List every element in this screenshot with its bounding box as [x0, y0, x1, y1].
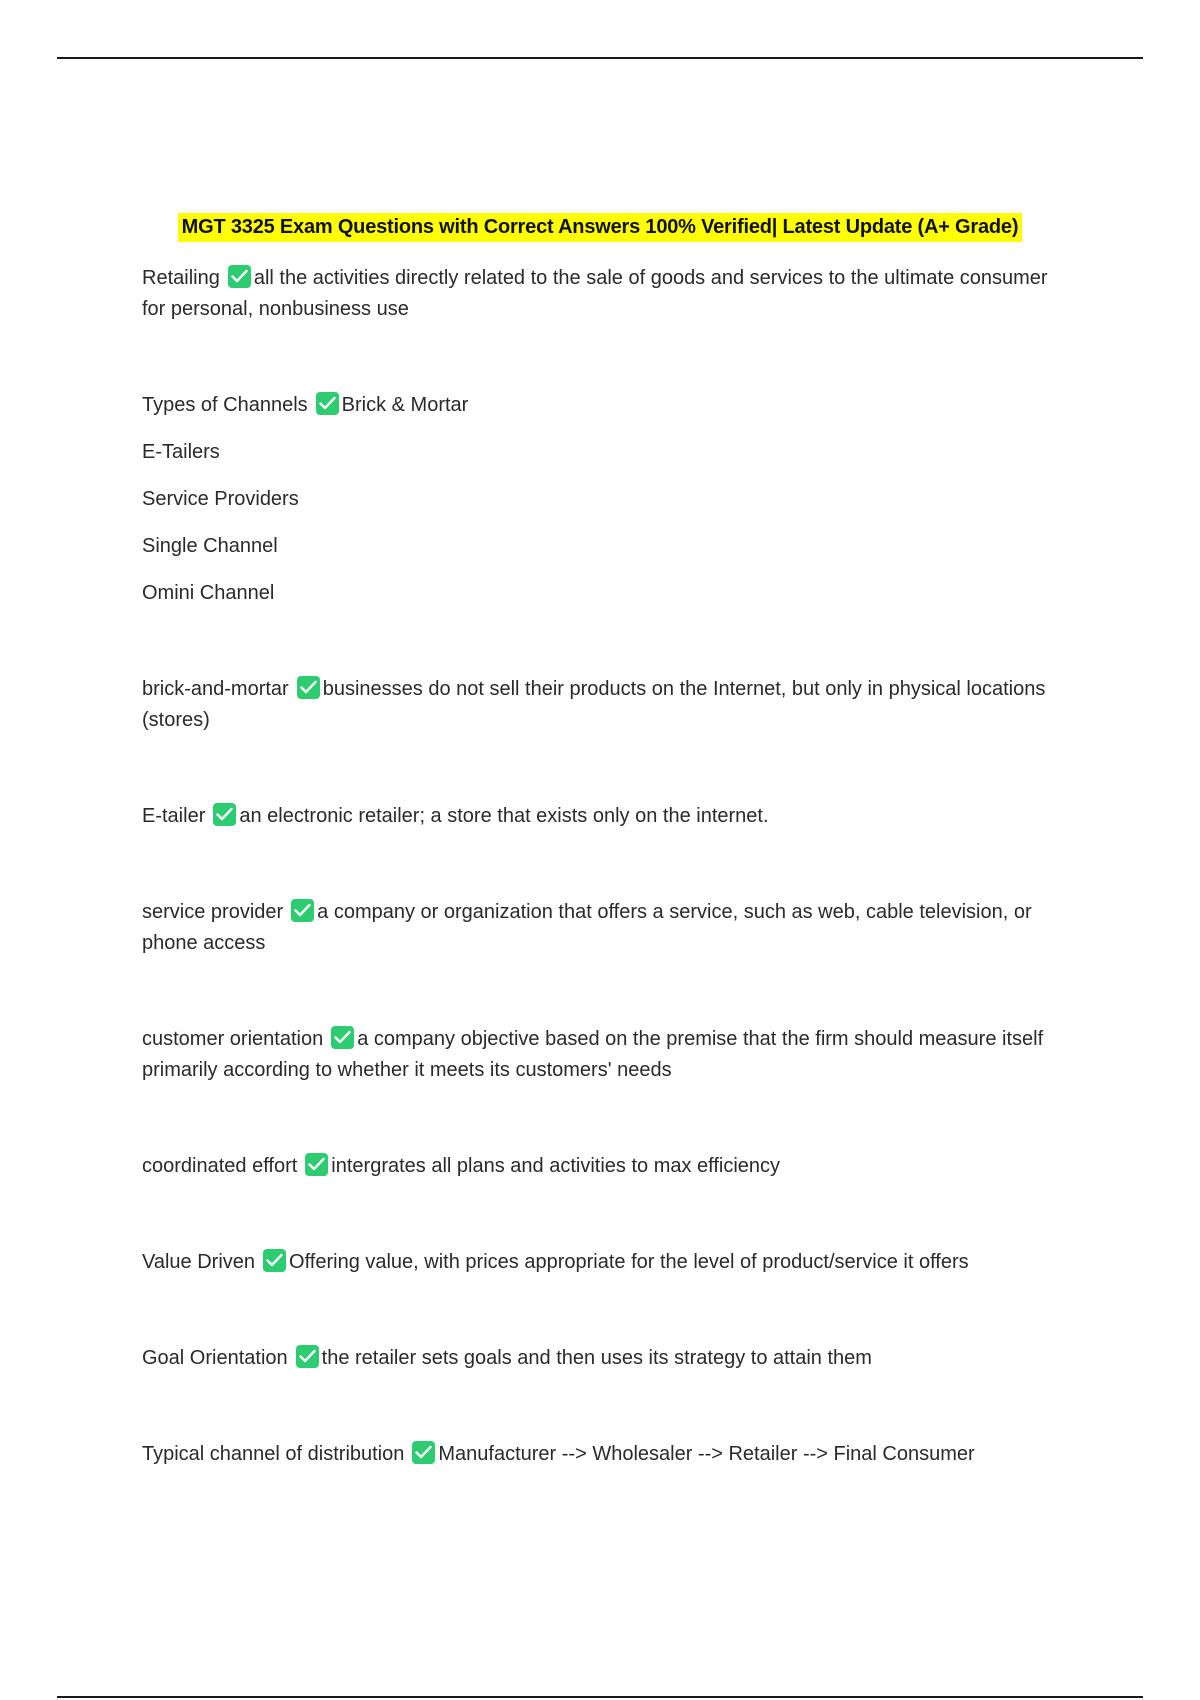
qa-entry [142, 1024, 1062, 1086]
qa-list [142, 263, 1062, 1470]
top-rule [57, 57, 1143, 59]
term: brick-and-mortar [142, 678, 289, 700]
check-box-icon [213, 803, 236, 826]
check-box-icon [331, 1026, 354, 1049]
qa-entry [142, 1151, 1062, 1182]
term: Typical channel of distribution [142, 1443, 405, 1465]
qa-entry [142, 674, 1062, 736]
check-box-icon [297, 676, 320, 699]
check-box-icon [296, 1345, 319, 1368]
qa-entry [142, 263, 1062, 325]
list-item: Omini Channel [142, 582, 275, 604]
list-item: E-Tailers [142, 441, 220, 463]
check-box-icon [263, 1249, 286, 1272]
document-title: MGT 3325 Exam Questions with Correct Answers 100% Verified| Latest Update (A+ Grade) [178, 213, 1023, 242]
definition: Offering value, with prices appropriate for the level of product/service it offers [289, 1251, 969, 1273]
qa-entry [142, 897, 1062, 959]
check-box-icon [412, 1441, 435, 1464]
qa-entry [142, 801, 1062, 832]
list-item: Single Channel [142, 535, 278, 557]
definition: businesses do not sell their products on the Internet, but only in physical locations (stores) [142, 678, 1046, 731]
term: E-tailer [142, 805, 206, 827]
definition: Brick & Mortar [341, 394, 469, 416]
term: Retailing [142, 267, 220, 289]
definition: a company or organization that offers a service, such as web, cable television, or phone access [142, 901, 1032, 954]
term: customer orientation [142, 1028, 324, 1050]
check-box-icon [305, 1153, 328, 1176]
qa-entry [142, 1343, 1062, 1374]
term: service provider [142, 901, 284, 923]
list-item: Service Providers [142, 488, 299, 510]
term: Goal Orientation [142, 1347, 288, 1369]
qa-entry [142, 1439, 1062, 1470]
check-box-icon [291, 899, 314, 922]
definition: all the activities directly related to the sale of goods and services to the ultimate consumer for personal, nonbusiness use [142, 267, 1048, 320]
qa-entry [142, 1247, 1062, 1278]
check-box-icon [316, 392, 339, 415]
definition: Manufacturer --> Wholesaler --> Retailer --> Final Consumer [438, 1443, 975, 1465]
term: Value Driven [142, 1251, 256, 1273]
bottom-rule [57, 1696, 1143, 1698]
term: coordinated effort [142, 1155, 298, 1177]
definition: intergrates all plans and activities to max efficiency [331, 1155, 781, 1177]
term: Types of Channels [142, 394, 308, 416]
qa-entry [142, 390, 1062, 609]
check-box-icon [228, 265, 251, 288]
definition: a company objective based on the premise that the firm should measure itself primarily according to whether it meets its customers' needs [142, 1028, 1044, 1081]
definition: an electronic retailer; a store that exists only on the internet. [239, 805, 769, 827]
definition: the retailer sets goals and then uses its strategy to attain them [321, 1347, 872, 1369]
title-block [0, 213, 1200, 242]
